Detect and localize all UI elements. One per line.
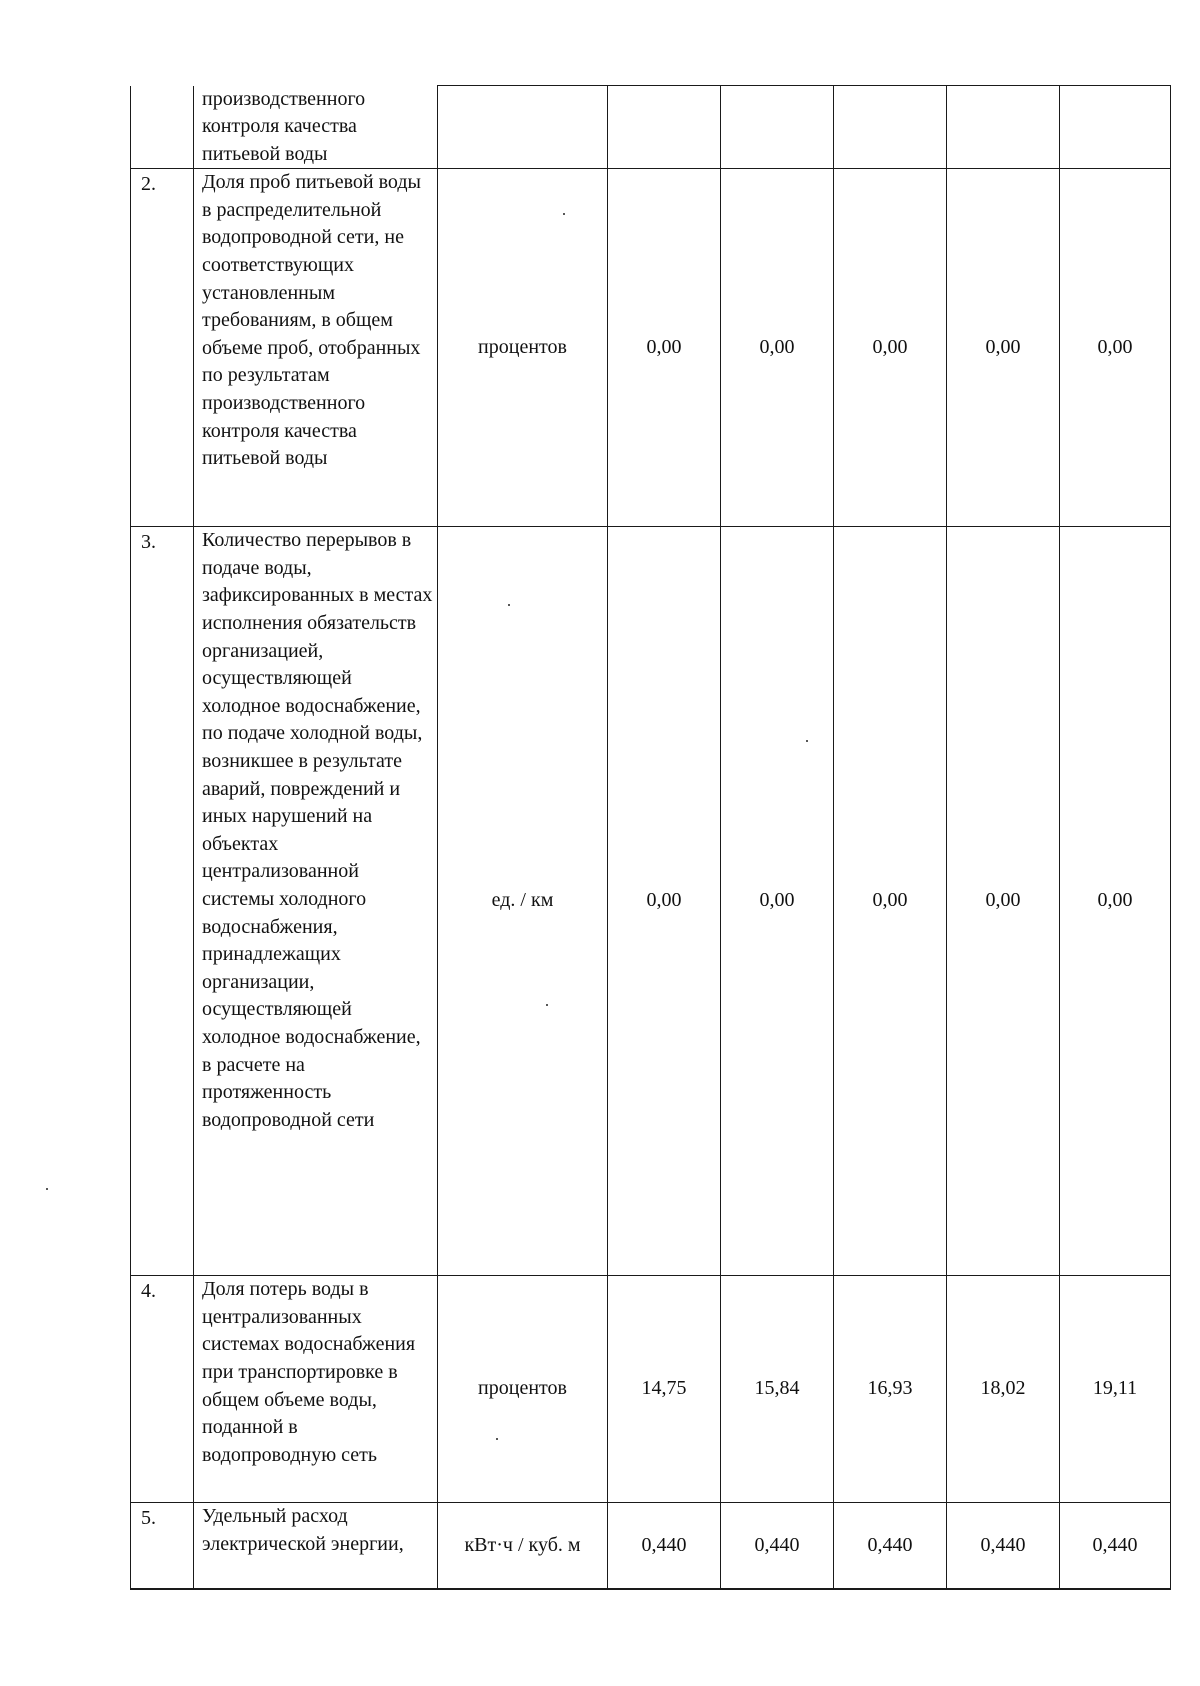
value-cell: 18,02 [947,1276,1060,1503]
value-cell [947,86,1060,169]
row-number: 5. [131,1503,194,1589]
value-cell: 0,00 [1060,169,1171,527]
value-cell: 0,00 [721,527,834,1276]
indicator-name: Доля проб питьевой воды в распределительной водопроводной сети, не соответствующих установленным требованиям, в общем объеме проб, отобранных по результатам производственного контроля качества питьевой воды [194,169,438,527]
unit-cell: процентов [438,169,608,527]
scan-speck [496,1438,498,1440]
value-cell: 0,00 [608,527,721,1276]
value-cell: 0,00 [947,527,1060,1276]
scan-speck [46,1188,48,1190]
value-cell: 16,93 [834,1276,947,1503]
table-row [131,86,1171,169]
value-cell: 0,00 [947,169,1060,527]
scan-speck [546,1004,548,1006]
table-row [131,1503,1171,1589]
value-cell: 0,440 [1060,1503,1171,1589]
value-cell: 0,00 [834,169,947,527]
row-number [131,86,194,169]
value-cell [834,86,947,169]
indicator-name: Доля потерь воды в централизованных системах водоснабжения при транспортировке в общем объеме воды, поданной в водопроводную сеть [194,1276,438,1503]
scan-speck [563,213,565,215]
value-cell [721,86,834,169]
unit-cell: кВт·ч / куб. м [438,1503,608,1589]
row-number: 4. [131,1276,194,1503]
scan-speck [508,604,510,606]
table-row [131,1276,1171,1503]
indicators-table [130,85,1171,1590]
value-cell: 0,440 [608,1503,721,1589]
table-row [131,169,1171,527]
row-number: 2. [131,169,194,527]
value-cell: 0,440 [834,1503,947,1589]
value-cell: 0,00 [721,169,834,527]
value-cell: 15,84 [721,1276,834,1503]
value-cell [608,86,721,169]
value-cell: 19,11 [1060,1276,1171,1503]
unit-cell: процентов [438,1276,608,1503]
indicator-name: Удельный расход электрической энергии, [194,1503,438,1589]
unit-cell: ед. / км [438,527,608,1276]
value-cell: 0,00 [1060,527,1171,1276]
value-cell [1060,86,1171,169]
table-row [131,527,1171,1276]
indicator-name: производственного контроля качества питьевой воды [194,86,438,169]
value-cell: 14,75 [608,1276,721,1503]
value-cell: 0,440 [947,1503,1060,1589]
value-cell: 0,00 [834,527,947,1276]
unit-cell [438,86,608,169]
row-number: 3. [131,527,194,1276]
value-cell: 0,440 [721,1503,834,1589]
scan-speck [806,740,808,742]
indicator-name: Количество перерывов в подаче воды, зафиксированных в местах исполнения обязательств организацией, осуществляющей холодное водоснабжение, по подаче холодной воды, возникшее в результате аварий, повреждений и иных нарушений на объектах централизованной системы холодного водоснабжения, принадлежащих организации, осуществляющей холодное водоснабжение, в расчете на протяженность водопроводной сети [194,527,438,1276]
value-cell: 0,00 [608,169,721,527]
